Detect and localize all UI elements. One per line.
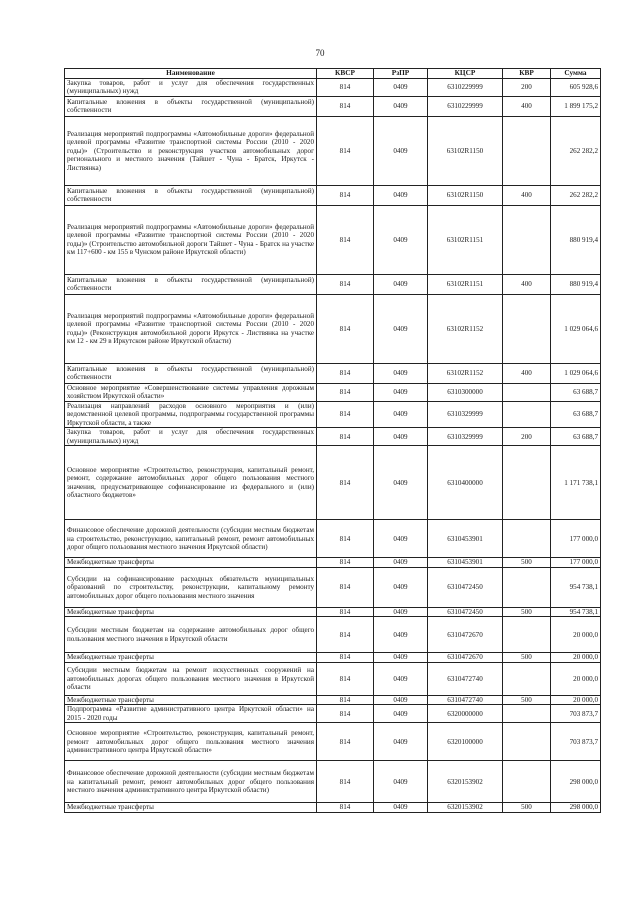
cell-kcsr: 6310472450: [428, 567, 503, 607]
cell-kvsr: 814: [317, 761, 374, 803]
cell-sum: 63 688,7: [551, 428, 601, 446]
column-header-sum: Сумма: [551, 69, 601, 79]
cell-kcsr: 6310329999: [428, 401, 503, 428]
cell-name: Закупка товаров, работ и услуг для обеспечения государственных (муниципальных) нужд: [65, 428, 317, 446]
cell-sum: 880 919,4: [551, 205, 601, 274]
table-row: [65, 274, 601, 294]
cell-sum: 63 688,7: [551, 383, 601, 401]
cell-kcsr: 6320000000: [428, 705, 503, 723]
cell-kvsr: 814: [317, 274, 374, 294]
table-body: [65, 78, 601, 812]
cell-name: Субсидии местным бюджетам на ремонт искусственных сооружений на автомобильных дорогах общего пользования местного значения в Иркутской области: [65, 662, 317, 695]
cell-name: Межбюджетные трансферты: [65, 803, 317, 813]
cell-kcsr: 6320100000: [428, 723, 503, 761]
cell-kvsr: 814: [317, 607, 374, 617]
cell-name: Реализация мероприятий подпрограммы «Автомобильные дороги» федеральной целевой программы «Развитие транспортной системы России (2010 - 2020 годы)» (Строительство автомобильной дороги Тайшет - Чуна - Братск на участке км 117+600 - км 155 в Чунском районе Иркутской области): [65, 205, 317, 274]
table-row: [65, 428, 601, 446]
cell-kvsr: 814: [317, 363, 374, 383]
cell-rzpr: 0409: [374, 78, 428, 96]
cell-kvr: [503, 617, 551, 653]
cell-rzpr: 0409: [374, 446, 428, 520]
cell-rzpr: 0409: [374, 723, 428, 761]
cell-kcsr: 6310472740: [428, 662, 503, 695]
column-header-kcsr: КЦСР: [428, 69, 503, 79]
cell-rzpr: 0409: [374, 294, 428, 363]
cell-kvsr: 814: [317, 803, 374, 813]
cell-rzpr: 0409: [374, 383, 428, 401]
cell-name: Финансовое обеспечение дорожной деятельности (субсидии местным бюджетам на капитальный ремонт, ремонт автомобильных дорог общего пользования местного значения административного центра Иркутской области): [65, 761, 317, 803]
cell-kcsr: 6310229999: [428, 96, 503, 116]
cell-rzpr: 0409: [374, 607, 428, 617]
cell-kvsr: 814: [317, 205, 374, 274]
cell-rzpr: 0409: [374, 662, 428, 695]
cell-rzpr: 0409: [374, 401, 428, 428]
cell-rzpr: 0409: [374, 803, 428, 813]
cell-kcsr: 6310472740: [428, 695, 503, 705]
cell-kcsr: 6320153902: [428, 761, 503, 803]
cell-kvsr: 814: [317, 695, 374, 705]
cell-kcsr: 6310472450: [428, 607, 503, 617]
table-row: [65, 567, 601, 607]
cell-kvr: 500: [503, 607, 551, 617]
cell-kvr: [503, 116, 551, 185]
column-header-kvsr: КВСР: [317, 69, 374, 79]
cell-kvr: 400: [503, 185, 551, 205]
table-row: [65, 383, 601, 401]
table-row: [65, 558, 601, 568]
cell-name: Реализация направлений расходов основного мероприятия и (или) ведомственной целевой программы, подпрограммы государственной программы Иркутской области, а также: [65, 401, 317, 428]
table-row: [65, 363, 601, 383]
cell-name: Подпрограмма «Развитие административного центра Иркутской области» на 2015 - 2020 годы: [65, 705, 317, 723]
cell-sum: 63 688,7: [551, 401, 601, 428]
cell-kvsr: 814: [317, 96, 374, 116]
cell-sum: 1 029 064,6: [551, 294, 601, 363]
cell-kvr: [503, 761, 551, 803]
table-row: [65, 617, 601, 653]
cell-name: Финансовое обеспечение дорожной деятельности (субсидии местным бюджетам на строительство, реконструкцию, капитальный ремонт, ремонт автомобильных дорог общего пользования местного значения Иркутской области): [65, 520, 317, 558]
cell-kvsr: 814: [317, 428, 374, 446]
cell-rzpr: 0409: [374, 185, 428, 205]
table-header-row: [65, 69, 601, 79]
cell-kcsr: 6310472670: [428, 617, 503, 653]
cell-kvsr: 814: [317, 705, 374, 723]
cell-name: Межбюджетные трансферты: [65, 558, 317, 568]
cell-rzpr: 0409: [374, 705, 428, 723]
cell-sum: 1 029 064,6: [551, 363, 601, 383]
cell-kcsr: 6310472670: [428, 653, 503, 663]
cell-kvsr: 814: [317, 662, 374, 695]
cell-kvr: 500: [503, 803, 551, 813]
cell-sum: 1 171 738,1: [551, 446, 601, 520]
page-number: 70: [315, 48, 325, 58]
table-row: [65, 653, 601, 663]
cell-kcsr: 6310300000: [428, 383, 503, 401]
cell-sum: 605 928,6: [551, 78, 601, 96]
table-row: [65, 520, 601, 558]
cell-rzpr: 0409: [374, 520, 428, 558]
cell-name: Субсидии местным бюджетам на содержание автомобильных дорог общего пользования местного значения в Иркутской области: [65, 617, 317, 653]
cell-kvr: 500: [503, 695, 551, 705]
column-header-rzpr: РзПР: [374, 69, 428, 79]
cell-kvr: 400: [503, 363, 551, 383]
cell-kvr: 400: [503, 96, 551, 116]
table-row: [65, 205, 601, 274]
cell-kvr: 200: [503, 428, 551, 446]
cell-kvsr: 814: [317, 567, 374, 607]
table-row: [65, 294, 601, 363]
table-row: [65, 705, 601, 723]
cell-kvr: 400: [503, 274, 551, 294]
cell-kvsr: 814: [317, 558, 374, 568]
cell-name: Межбюджетные трансферты: [65, 607, 317, 617]
budget-table: [64, 68, 601, 813]
cell-sum: 298 000,0: [551, 761, 601, 803]
cell-kvr: [503, 723, 551, 761]
cell-kcsr: 63102R1150: [428, 185, 503, 205]
cell-name: Капитальные вложения в объекты государственной (муниципальной) собственности: [65, 363, 317, 383]
cell-rzpr: 0409: [374, 428, 428, 446]
cell-rzpr: 0409: [374, 761, 428, 803]
cell-sum: 20 000,0: [551, 617, 601, 653]
cell-rzpr: 0409: [374, 558, 428, 568]
table-row: [65, 662, 601, 695]
cell-sum: 703 873,7: [551, 723, 601, 761]
cell-sum: 880 919,4: [551, 274, 601, 294]
cell-name: Межбюджетные трансферты: [65, 695, 317, 705]
cell-kcsr: 63102R1152: [428, 363, 503, 383]
cell-kcsr: 6310453901: [428, 558, 503, 568]
table-row: [65, 607, 601, 617]
cell-sum: 20 000,0: [551, 662, 601, 695]
cell-sum: 262 282,2: [551, 185, 601, 205]
cell-sum: 20 000,0: [551, 653, 601, 663]
cell-sum: 954 738,1: [551, 567, 601, 607]
table-row: [65, 78, 601, 96]
cell-rzpr: 0409: [374, 116, 428, 185]
cell-sum: 20 000,0: [551, 695, 601, 705]
cell-kvr: [503, 446, 551, 520]
cell-sum: 177 000,0: [551, 520, 601, 558]
cell-rzpr: 0409: [374, 96, 428, 116]
cell-kvsr: 814: [317, 723, 374, 761]
cell-kcsr: 6320153902: [428, 803, 503, 813]
cell-kcsr: 6310400000: [428, 446, 503, 520]
cell-kvsr: 814: [317, 116, 374, 185]
table-row: [65, 723, 601, 761]
cell-kvsr: 814: [317, 294, 374, 363]
column-header-name: Наименование: [65, 69, 317, 79]
cell-kvr: [503, 205, 551, 274]
cell-sum: 703 873,7: [551, 705, 601, 723]
cell-sum: 298 000,0: [551, 803, 601, 813]
cell-kcsr: 6310329999: [428, 428, 503, 446]
cell-sum: 954 738,1: [551, 607, 601, 617]
cell-kvsr: 814: [317, 446, 374, 520]
cell-kvr: [503, 520, 551, 558]
cell-rzpr: 0409: [374, 363, 428, 383]
cell-name: Субсидии на софинансирование расходных обязательств муниципальных образований по строительству, реконструкции, капитальному ремонту автомобильных дорог общего пользования местного значения: [65, 567, 317, 607]
table-row: [65, 96, 601, 116]
cell-kvsr: 814: [317, 185, 374, 205]
cell-name: Капитальные вложения в объекты государственной (муниципальной) собственности: [65, 274, 317, 294]
table-row: [65, 761, 601, 803]
cell-kcsr: 6310453901: [428, 520, 503, 558]
cell-kvr: [503, 383, 551, 401]
cell-kvr: 200: [503, 78, 551, 96]
cell-kvsr: 814: [317, 653, 374, 663]
cell-rzpr: 0409: [374, 274, 428, 294]
cell-name: Основное мероприятие «Строительство, реконструкция, капитальный ремонт, ремонт, содержание автомобильных дорог общего пользования местного значения, предусматривающее софинансирование из федерального и (или) областного бюджетов»: [65, 446, 317, 520]
cell-kcsr: 63102R1152: [428, 294, 503, 363]
cell-kvsr: 814: [317, 401, 374, 428]
cell-name: Реализация мероприятий подпрограммы «Автомобильные дороги» федеральной целевой программы «Развитие транспортной системы России (2010 - 2020 годы)» (Строительство и реконструкция участков автомобильных дорог регионального и местного значения (Тайшет - Чуна - Братск, Иркутск - Листвянка): [65, 116, 317, 185]
table-row: [65, 185, 601, 205]
cell-kvr: [503, 705, 551, 723]
cell-name: Реализация мероприятий подпрограммы «Автомобильные дороги» федеральной целевой программы «Развитие транспортной системы России (2010 - 2020 годы)» (Реконструкция автомобильной дороги Иркутск - Листвянка на участке км 12 - км 29 в Иркутском районе Иркутской области): [65, 294, 317, 363]
cell-rzpr: 0409: [374, 653, 428, 663]
cell-kvsr: 814: [317, 520, 374, 558]
table-row: [65, 446, 601, 520]
cell-sum: 1 899 175,2: [551, 96, 601, 116]
cell-name: Капитальные вложения в объекты государственной (муниципальной) собственности: [65, 96, 317, 116]
table-row: [65, 695, 601, 705]
table-row: [65, 803, 601, 813]
table-row: [65, 401, 601, 428]
cell-kvr: [503, 567, 551, 607]
cell-kcsr: 63102R1151: [428, 274, 503, 294]
cell-kvr: 500: [503, 558, 551, 568]
column-header-kvr: КВР: [503, 69, 551, 79]
cell-kvsr: 814: [317, 383, 374, 401]
cell-name: Основное мероприятие «Совершенствование системы управления дорожным хозяйством Иркутской области»: [65, 383, 317, 401]
cell-kvsr: 814: [317, 78, 374, 96]
cell-rzpr: 0409: [374, 567, 428, 607]
cell-kvr: [503, 401, 551, 428]
cell-kvr: 500: [503, 653, 551, 663]
cell-kcsr: 63102R1151: [428, 205, 503, 274]
cell-name: Межбюджетные трансферты: [65, 653, 317, 663]
cell-kcsr: 6310229999: [428, 78, 503, 96]
cell-rzpr: 0409: [374, 205, 428, 274]
cell-rzpr: 0409: [374, 695, 428, 705]
cell-name: Капитальные вложения в объекты государственной (муниципальной) собственности: [65, 185, 317, 205]
cell-name: Закупка товаров, работ и услуг для обеспечения государственных (муниципальных) нужд: [65, 78, 317, 96]
cell-rzpr: 0409: [374, 617, 428, 653]
table-row: [65, 116, 601, 185]
cell-kvsr: 814: [317, 617, 374, 653]
cell-sum: 177 000,0: [551, 558, 601, 568]
cell-sum: 262 282,2: [551, 116, 601, 185]
cell-kvr: [503, 662, 551, 695]
cell-kcsr: 63102R1150: [428, 116, 503, 185]
cell-name: Основное мероприятие «Строительство, реконструкция, капитальный ремонт, ремонт автомобильных дорог общего пользования местного значения административного центра Иркутской области»: [65, 723, 317, 761]
cell-kvr: [503, 294, 551, 363]
